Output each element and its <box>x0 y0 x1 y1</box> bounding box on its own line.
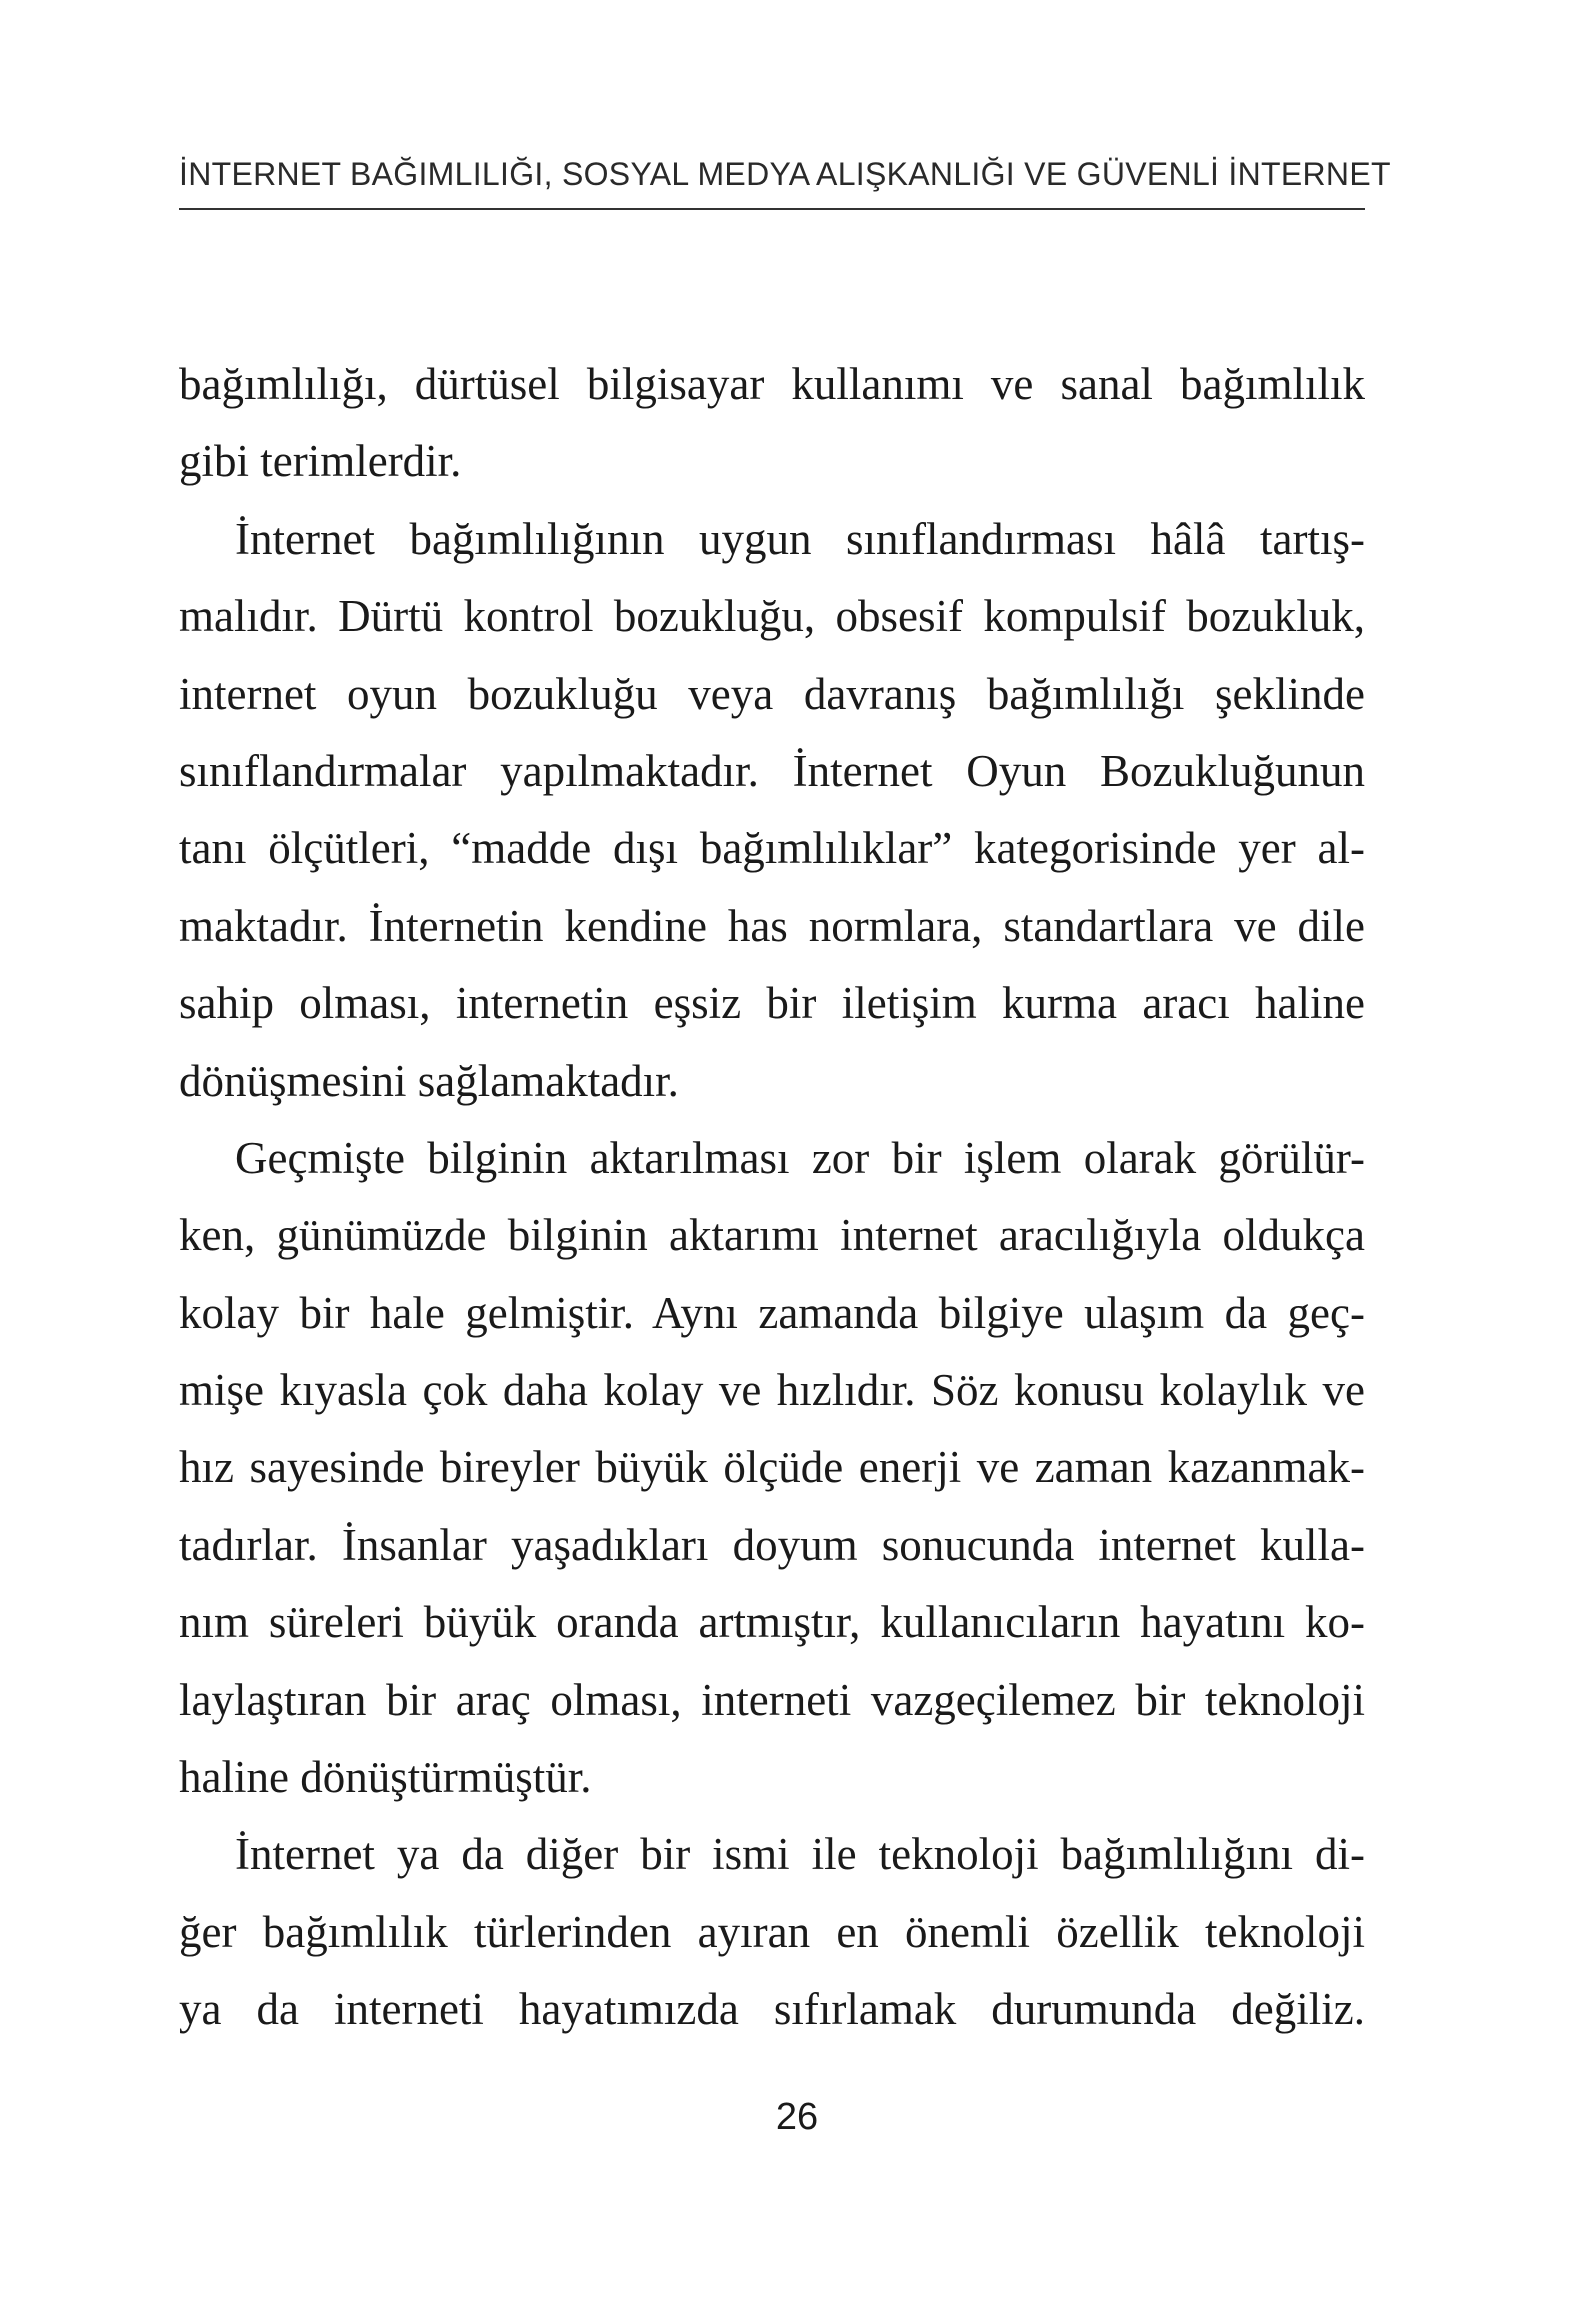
text-line: malıdır. Dürtü kontrol bozukluğu, obsesif kompulsif bozukluk, <box>179 591 1365 642</box>
text-line: maktadır. İnternetin kendine has normlara, standartlara ve dile <box>179 900 1365 951</box>
paragraph-2 <box>179 501 1365 1120</box>
text-line: Geçmişte bilginin aktarılması zor bir işlem olarak görülür- <box>235 1132 1365 1183</box>
paragraph-1 <box>179 346 1365 501</box>
running-header <box>179 148 1391 210</box>
text-line: nım süreleri büyük oranda artmıştır, kullanıcıların hayatını ko- <box>179 1597 1365 1648</box>
text-line: ya da interneti hayatımızda sıfırlamak durumunda değiliz. <box>179 1984 1365 2035</box>
text-line: gibi terimlerdir. <box>179 436 462 487</box>
text-line: mişe kıyasla çok daha kolay ve hızlıdır. Söz konusu kolaylık ve <box>179 1365 1365 1416</box>
text-line: ğer bağımlılık türlerinden ayıran en önemli özellik teknoloji <box>179 1906 1365 1957</box>
text-line: tanı ölçütleri, “madde dışı bağımlılıklar” kategorisinde yer al- <box>179 823 1365 874</box>
text-line: internet oyun bozukluğu veya davranış bağımlılığı şeklinde <box>179 668 1365 719</box>
paragraph-4 <box>179 1816 1365 2048</box>
text-line: İnternet ya da diğer bir ismi ile teknoloji bağımlılığını di- <box>235 1829 1365 1880</box>
body-text <box>179 346 1365 2049</box>
text-line: haline dönüştürmüştür. <box>179 1752 592 1803</box>
text-line: sahip olması, internetin eşsiz bir iletişim kurma aracı haline <box>179 978 1365 1029</box>
text-line: tadırlar. İnsanlar yaşadıkları doyum sonucunda internet kulla- <box>179 1519 1365 1570</box>
paragraph-3 <box>179 1120 1365 1817</box>
text-line: ken, günümüzde bilginin aktarımı internet aracılığıyla oldukça <box>179 1210 1365 1261</box>
text-line: kolay bir hale gelmiştir. Aynı zamanda bilgiye ulaşım da geç- <box>179 1287 1365 1338</box>
running-header-title: İNTERNET BAĞIMLILIĞI, SOSYAL MEDYA ALIŞKANLIĞI VE GÜVENLİ İNTERNET <box>179 156 1391 192</box>
page-number: 26 <box>775 2096 819 2138</box>
text-line: İnternet bağımlılığının uygun sınıflandırması hâlâ tartış- <box>235 513 1365 564</box>
text-line: hız sayesinde bireyler büyük ölçüde enerji ve zaman kazanmak- <box>179 1442 1365 1493</box>
text-line: sınıflandırmalar yapılmaktadır. İnternet Oyun Bozukluğunun <box>179 745 1365 796</box>
text-line: dönüşmesini sağlamaktadır. <box>179 1055 679 1106</box>
text-line: bağımlılığı, dürtüsel bilgisayar kullanımı ve sanal bağımlılık <box>179 359 1365 409</box>
text-line: laylaştıran bir araç olması, interneti vazgeçilemez bir teknoloji <box>179 1674 1365 1725</box>
